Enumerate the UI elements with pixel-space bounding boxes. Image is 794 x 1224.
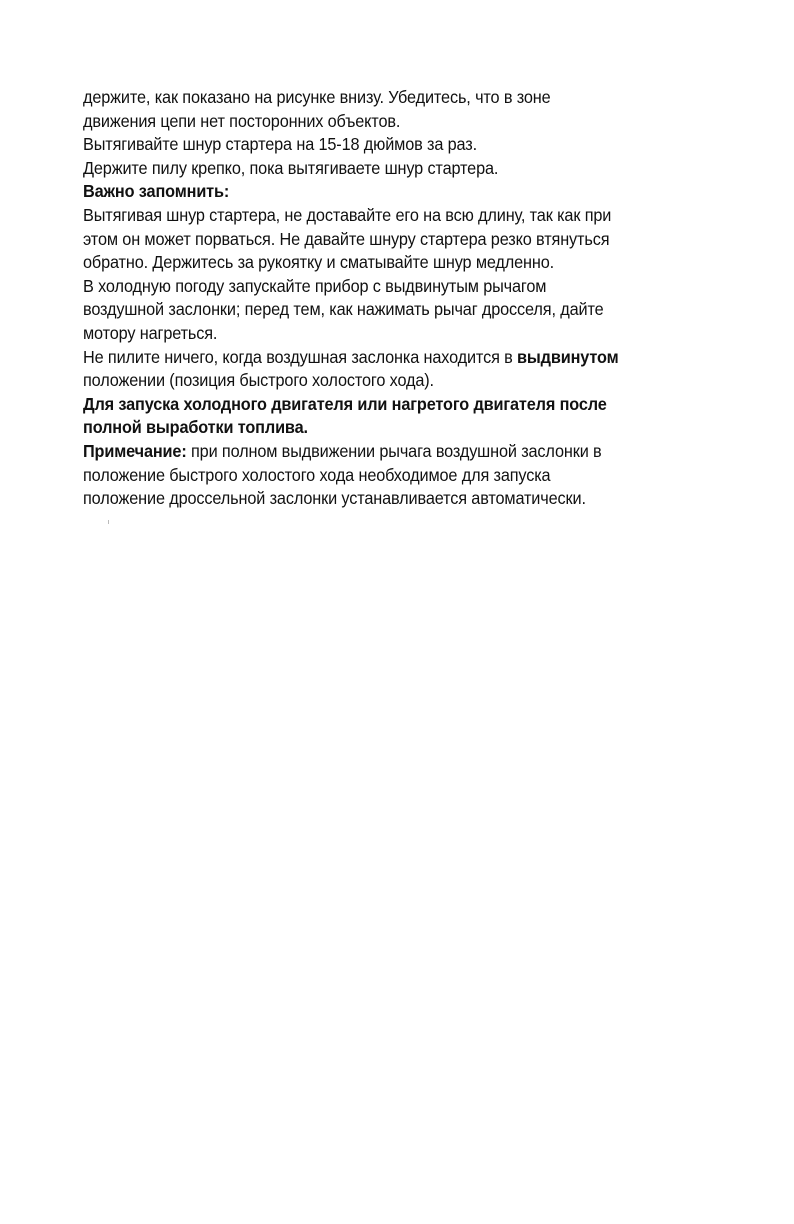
text-line: мотору нагреться. bbox=[83, 322, 218, 343]
heading-text: Для запуска холодного двигателя или нагретого двигателя после bbox=[83, 393, 607, 414]
text-line: обратно. Держитесь за рукоятку и сматывайте шнур медленно. bbox=[83, 252, 555, 273]
text-line: воздушной заслонки; перед тем, как нажимать рычаг дросселя, дайте bbox=[83, 299, 604, 320]
heading-text: Важно запомнить: bbox=[83, 181, 230, 202]
paragraph-hold-saw bbox=[83, 157, 697, 181]
paragraph-cold-weather bbox=[83, 275, 697, 346]
section-heading-cold-start bbox=[83, 393, 697, 440]
text-segment: при полном выдвижении рычага воздушной заслонки в bbox=[186, 440, 602, 461]
document-page bbox=[83, 86, 743, 511]
paragraph-choke-warning bbox=[83, 346, 697, 393]
paragraph-chain-zone bbox=[83, 86, 697, 133]
text-line: положение дроссельной заслонки устанавливается автоматически. bbox=[83, 488, 586, 509]
text-line bbox=[83, 440, 697, 464]
text-line: этом он может порваться. Не давайте шнуру стартера резко втянуться bbox=[83, 228, 610, 249]
note-label: Примечание: bbox=[83, 440, 187, 461]
emphasis-text: выдвинутом bbox=[517, 346, 619, 367]
text-line: положении (позиция быстрого холостого хода). bbox=[83, 370, 434, 391]
text-line: Держите пилу крепко, пока вытягиваете шнур стартера. bbox=[83, 157, 499, 178]
text-line: движения цепи нет посторонних объектов. bbox=[83, 110, 401, 131]
text-line bbox=[83, 346, 697, 370]
text-segment: Не пилите ничего, когда воздушная заслонка находится в bbox=[83, 346, 518, 367]
scan-speck bbox=[108, 520, 109, 524]
text-line: держите, как показано на рисунке внизу. Убедитесь, что в зоне bbox=[83, 87, 551, 107]
text-line: Вытягивайте шнур стартера на 15-18 дюймов за раз. bbox=[83, 134, 477, 155]
text-line: положение быстрого холостого хода необходимое для запуска bbox=[83, 464, 551, 485]
paragraph-cord-warning bbox=[83, 204, 697, 275]
text-line: Вытягивая шнур стартера, не доставайте его на всю длину, так как при bbox=[83, 204, 612, 225]
heading-text: полной выработки топлива. bbox=[83, 417, 308, 438]
paragraph-pull-cord-length bbox=[83, 133, 697, 157]
paragraph-note bbox=[83, 440, 697, 511]
section-heading-important bbox=[83, 180, 697, 204]
text-line: В холодную погоду запускайте прибор с выдвинутым рычагом bbox=[83, 275, 547, 296]
